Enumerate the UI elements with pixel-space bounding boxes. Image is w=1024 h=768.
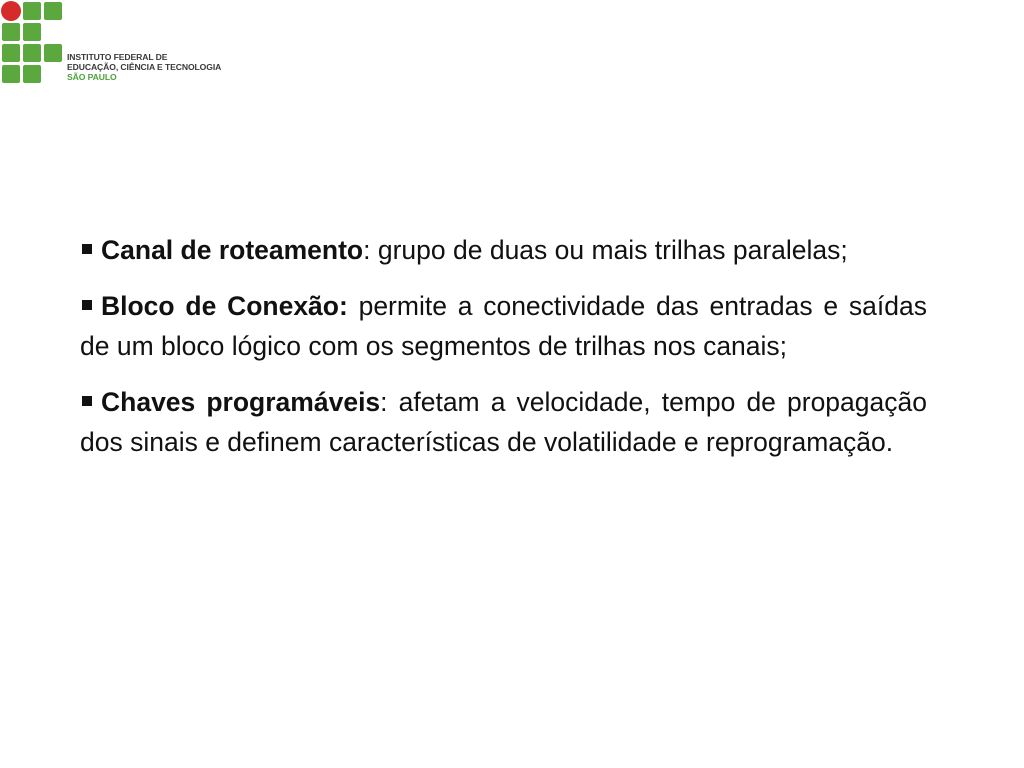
slide-body [80,230,927,478]
logo-line-3: SÃO PAULO [67,72,117,82]
bullet-item-canal [80,230,927,270]
square-bullet-icon [82,244,92,254]
bullet-term: Canal de roteamento [101,235,364,265]
bullet-item-bloco [80,286,927,366]
bullet-text: : grupo de duas ou mais trilhas paralelas; [363,235,848,265]
logo-line-2: EDUCAÇÃO, CIÊNCIA E TECNOLOGIA [67,62,222,72]
square-bullet-icon [82,300,92,310]
bullet-term: Bloco de Conexão: [101,291,348,321]
square-bullet-icon [82,396,92,406]
bullet-term: Chaves programáveis [101,387,381,417]
logo-line-1: INSTITUTO FEDERAL DE [67,52,168,62]
bullet-text: : afetam a velocidade, tempo de propagação dos sinais e definem características de volatilidade e reprogramação. [80,387,927,457]
bullet-text: permite a conectividade das entradas e saídas de um bloco lógico com os segmentos de trilhas nos canais; [80,291,927,361]
institution-logo [0,0,240,92]
bullet-item-chaves [80,382,927,462]
logo-mark-icon [0,0,68,88]
logo-text [67,52,221,82]
